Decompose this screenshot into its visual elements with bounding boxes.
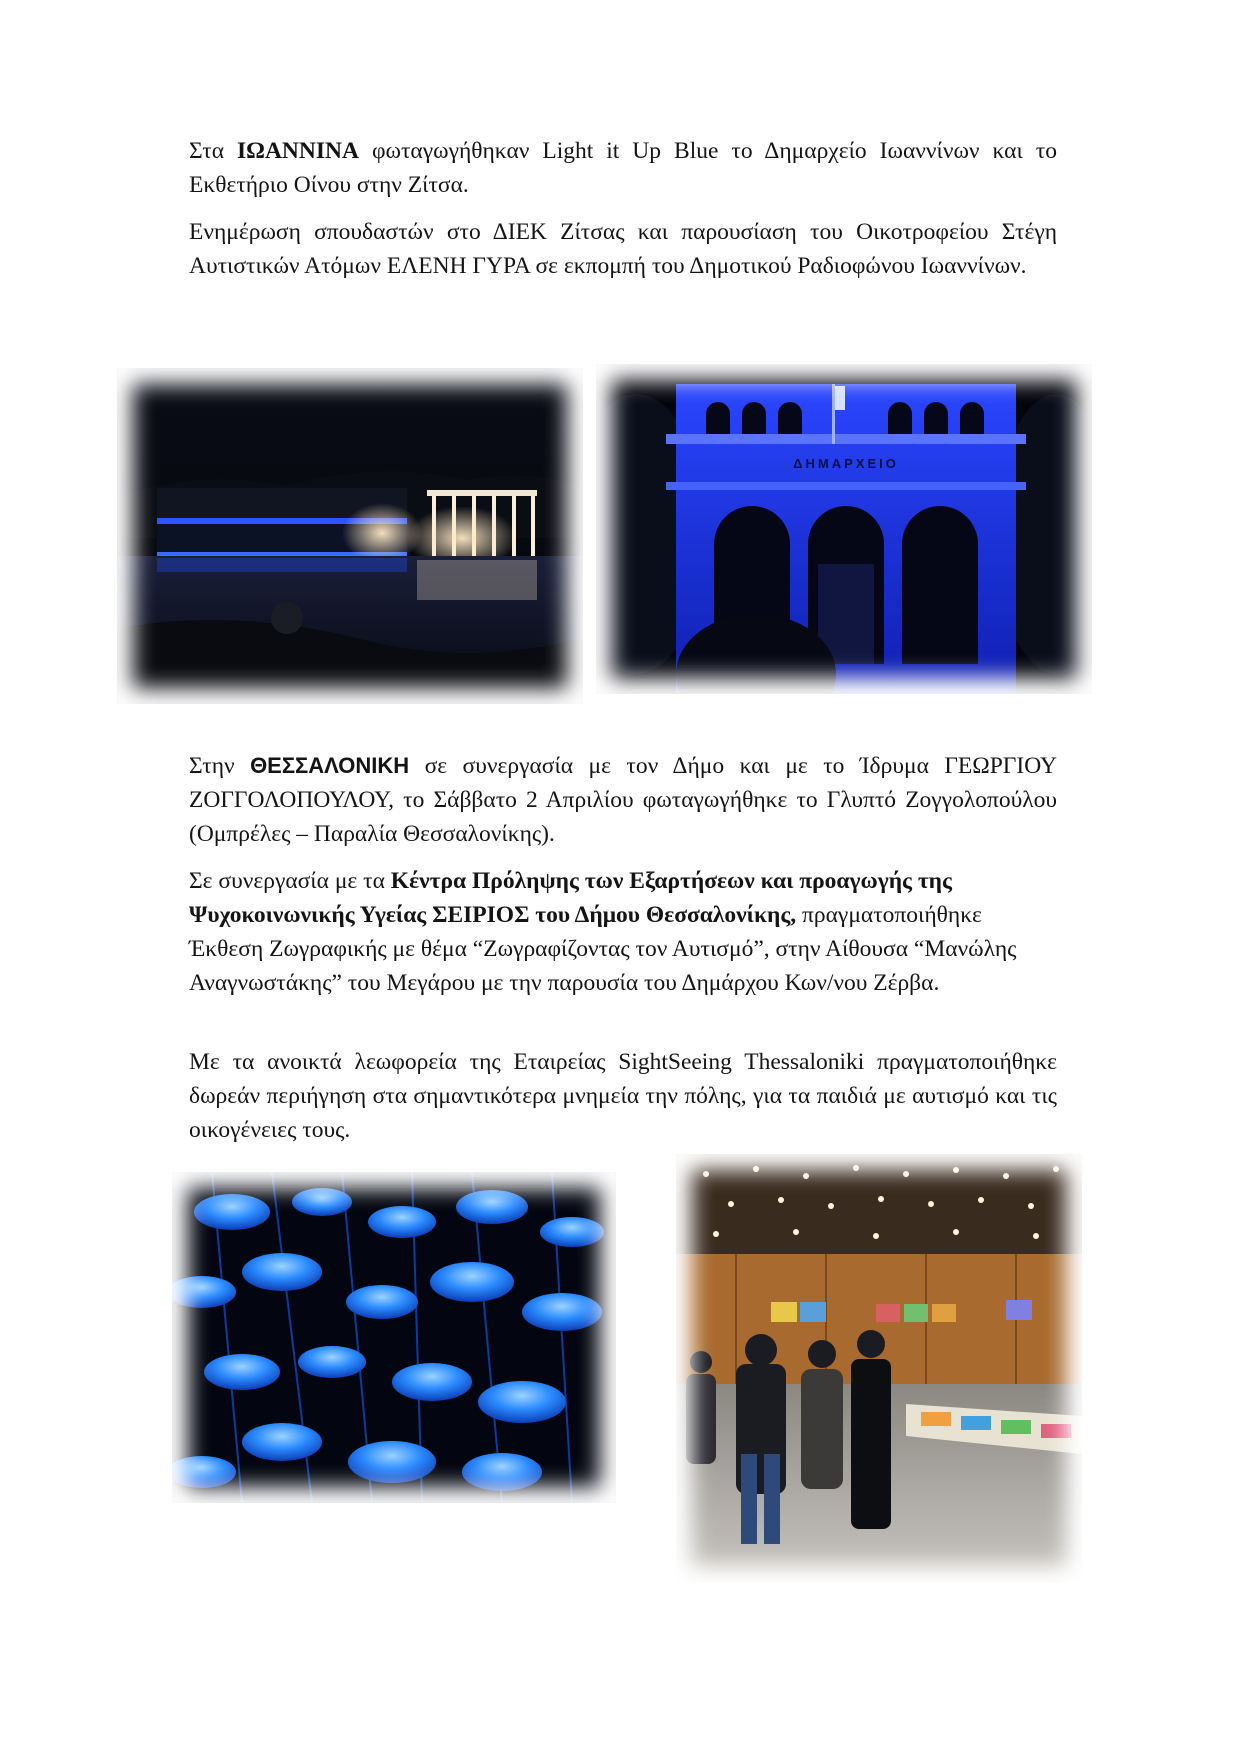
city-ioannina: ΙΩΑΝΝΙΝΑ bbox=[237, 138, 359, 164]
city-thessaloniki: ΘΕΣΣΑΛΟΝΙΚΗ bbox=[250, 753, 410, 778]
partner-name: Κέντρα Πρόληψης των Εξαρτήσεων και προαγωγής της Ψυχοκοινωνικής Υγείας ΣΕΙΡΙΟΣ του Δήμου Θεσσαλονίκης, bbox=[189, 868, 952, 928]
thessaloniki-paragraph-2 bbox=[189, 864, 1057, 1000]
night-lit-building-photo bbox=[117, 368, 583, 704]
ioannina-paragraph-2 bbox=[189, 215, 1057, 283]
thessaloniki-paragraph-1 bbox=[189, 749, 1057, 851]
blue-lit-town-hall-photo bbox=[596, 364, 1092, 694]
text: σε συνεργασία με τον Δήμο και με το Ίδρυμα ΓΕΩΡΓΙΟΥ ΖΟΓΓΟΛΟΠΟΥΛΟΥ, το Σάββατο 2 Απριλίου φωταγωγήθηκε το Γλυπτό Ζογγολοπούλου (Ομπρέλες – Παραλία Θεσσαλονίκης). bbox=[189, 753, 1057, 847]
text: Στην bbox=[189, 753, 251, 779]
painting-exhibition-hall-photo bbox=[676, 1154, 1082, 1582]
text: φωταγωγήθηκαν Light it Up Blue το Δημαρχείο Ιωαννίνων και το Εκθετήριο Οίνου στην Ζίτσα. bbox=[189, 138, 1057, 198]
thessaloniki-paragraph-3 bbox=[189, 1045, 1057, 1147]
text: Με τα ανοικτά λεωφορεία της Εταιρείας SightSeeing Thessaloniki πραγματοποιήθηκε δωρεάν περιήγηση στα σημαντικότερα μνημεία την πόλης, για τα παιδιά με αυτισμό και τις οικογένειες τους. bbox=[189, 1049, 1057, 1143]
text: Στα bbox=[189, 138, 237, 164]
blue-umbrellas-sculpture-photo bbox=[172, 1172, 616, 1503]
text: Σε συνεργασία με τα bbox=[189, 868, 391, 894]
text: πραγματοποιήθηκε Έκθεση Ζωγραφικής με θέμα “Ζωγραφίζοντας τον Αυτισμό”, στην Αίθουσα “Μανώλης Αναγνωστάκης” του Μεγάρου με την παρουσία του Δημάρχου Κων/νου Ζέρβα. bbox=[189, 902, 1017, 996]
text: Ενημέρωση σπουδαστών στο ΔΙΕΚ Ζίτσας και παρουσίαση του Οικοτροφείου Στέγη Αυτιστικών Ατόμων ΕΛΕΝΗ ΓΥΡΑ σε εκπομπή του Δημοτικού Ραδιοφώνου Ιωαννίνων. bbox=[189, 219, 1057, 279]
ioannina-paragraph-1 bbox=[189, 134, 1057, 202]
town-hall-sign: ΔΗΜΑΡΧΕΙΟ bbox=[793, 456, 899, 471]
